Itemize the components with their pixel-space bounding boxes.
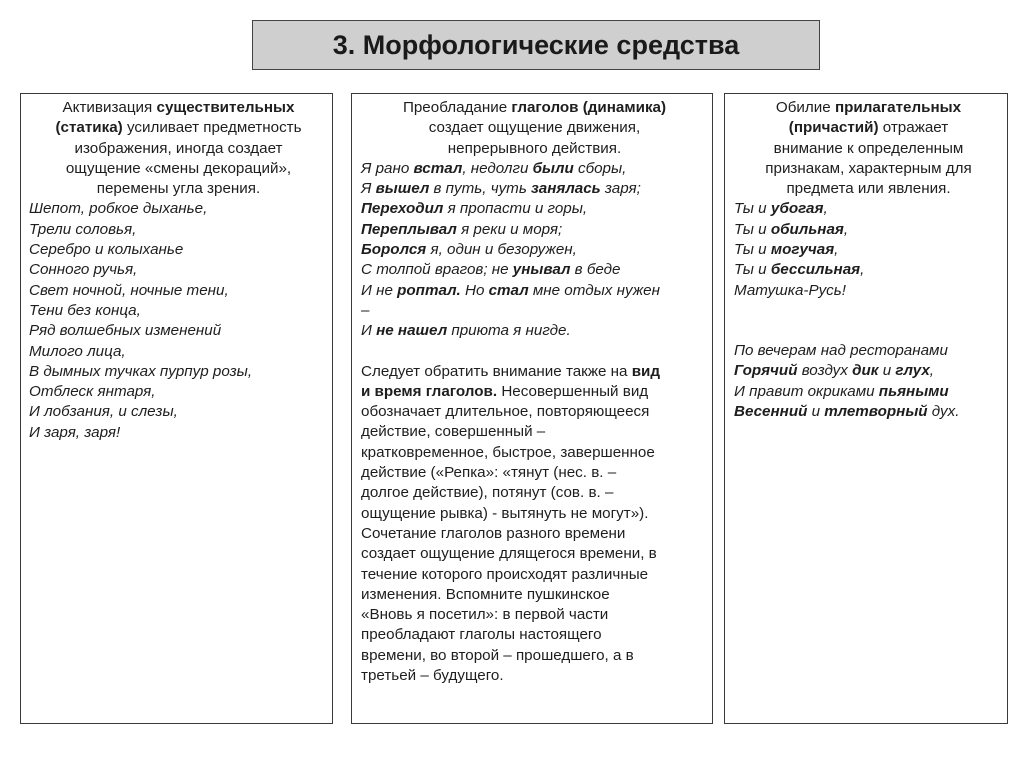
text-line [361,139,708,159]
emphasis-text: убогая [770,200,824,218]
text-line [29,382,328,402]
emphasis-text: стал [488,281,529,299]
text-run: сборы, [573,159,627,177]
text-line [361,281,708,301]
spacer [361,342,708,362]
text-line [361,402,708,422]
nouns-intro [29,98,328,199]
text-line [361,382,708,402]
adjectives-poem-2 [734,341,1003,422]
text-run: И правит окриками [734,382,879,400]
text-line [361,605,708,625]
text-run: непрерывного действия. [447,139,622,157]
text-run: , [860,261,865,279]
emphasis-text: встал [413,159,463,177]
text-line [734,199,1003,219]
text-line [361,625,708,645]
text-line [29,402,328,422]
text-run: ощущение «смены декораций», [65,159,292,177]
text-run: Я [361,180,376,198]
verbs-note [361,362,708,687]
nouns-poem [29,199,328,443]
text-line [734,402,1003,422]
emphasis-text: пьяными [878,382,949,400]
emphasis-text: и время глаголов. [361,382,498,400]
emphasis-text: Переплывал [361,220,457,238]
text-run: я реки и моря; [456,220,563,238]
text-run: Я рано [361,159,414,177]
text-run: , [823,200,828,218]
text-run: Ты и [734,220,771,238]
text-line [361,524,708,544]
text-run: Активизация [62,99,157,116]
text-line [361,565,708,585]
text-run: По вечерам над ресторанами [734,341,948,359]
text-run: течение которого происходят различные [361,565,649,583]
text-line [361,483,708,503]
text-line [734,341,1003,361]
text-run: мне отдых нужен [528,281,660,299]
emphasis-text: роптал. [397,281,461,299]
text-run: Ты и [734,241,771,259]
text-run: Тени без конца, [29,301,141,319]
emphasis-text: тлетворный [824,402,928,420]
text-run: заря; [600,180,641,198]
text-line [29,321,328,341]
emphasis-text: Весенний [734,402,808,420]
text-line [29,199,328,219]
emphasis-text: не нашел [376,322,448,340]
text-line [361,422,708,442]
adjectives-poem-1 [734,199,1003,300]
emphasis-text: обильная [770,220,844,238]
text-run: Преобладание [402,99,512,116]
emphasis-text: прилагательных [834,99,962,116]
verbs-poem [361,159,708,342]
adjectives-intro [734,98,1003,199]
text-run: времени, во второй – прошедшего, а в [361,646,634,664]
text-run: я пропасти и горы, [443,200,588,218]
text-line [29,179,328,199]
text-run: Отблеск янтаря, [29,383,156,401]
text-line [361,159,708,179]
text-line [361,646,708,666]
text-line [361,118,708,138]
text-line [361,260,708,280]
text-run: создает ощущение длящегося времени, в [361,545,657,563]
text-run: Ряд волшебных изменений [29,322,222,340]
text-run: – [361,301,370,319]
text-line [734,260,1003,280]
text-run: Свет ночной, ночные тени, [29,281,229,299]
text-run: И [361,322,377,340]
emphasis-text: Боролся [361,241,427,259]
emphasis-text: вид [631,362,661,380]
text-run: внимание к определенным [773,139,964,157]
text-run: изображения, иногда создает [74,139,283,157]
text-run: Обилие [775,99,835,116]
text-line [734,118,1003,138]
text-run: , [834,241,839,259]
text-run: третьей – будущего. [361,667,504,685]
text-run: обозначает длительное, повторяющееся [361,403,650,421]
text-line [361,504,708,524]
text-line [29,362,328,382]
text-line [734,139,1003,159]
text-run: «Вновь я посетил»: в первой части [361,606,609,624]
text-run: в путь, чуть [429,180,532,198]
text-line [29,423,328,443]
text-line [734,240,1003,260]
adjectives-panel [724,93,1008,724]
emphasis-text: занялась [531,180,601,198]
page-title: 3. Морфологические средства [252,20,820,70]
text-run: Несовершенный вид [497,382,649,400]
text-run: изменения. Вспомните пушкинское [361,585,610,603]
text-run: действие («Репка»: «тянут (нес. в. – [361,464,617,482]
verbs-intro [361,98,708,159]
text-line [734,179,1003,199]
text-line [29,159,328,179]
text-run: отражает [878,119,949,137]
text-line [734,281,1003,301]
text-run: Ты и [734,200,771,218]
text-line [361,301,708,321]
text-run: признакам, характерным для [765,159,972,177]
text-run: И не [361,281,398,299]
text-run: я, один и безоружен, [426,241,577,259]
text-run: усиливает предметность [122,119,302,137]
text-line [361,321,708,341]
text-line [734,220,1003,240]
emphasis-text: Горячий [734,362,798,380]
emphasis-text: Переходил [361,200,444,218]
text-line [734,382,1003,402]
emphasis-text: (причастий) [788,119,879,137]
text-run: приюта я нигде. [447,322,571,340]
text-line [734,361,1003,381]
text-run: Трели соловья, [29,220,137,238]
text-line [361,179,708,199]
spacer [734,301,1003,321]
emphasis-text: глух [895,362,930,380]
text-line [361,220,708,240]
emphasis-text: вышел [375,180,430,198]
text-run: Но [460,281,489,299]
text-line [734,98,1003,118]
emphasis-text: бессильная [770,261,861,279]
text-line [29,281,328,301]
emphasis-text: существительных [156,99,295,116]
text-line [29,260,328,280]
spacer [734,321,1003,341]
text-run: преобладают глаголы настоящего [361,626,602,644]
text-line [734,159,1003,179]
text-run: И заря, заря! [29,423,121,441]
nouns-panel [20,93,333,724]
text-run: В дымных тучках пурпур розы, [29,362,253,380]
text-run: и [807,402,825,420]
text-run: воздух [797,362,853,380]
text-run: , [843,220,849,238]
text-line [361,463,708,483]
verbs-panel [351,93,713,724]
emphasis-text: унывал [512,261,571,279]
text-line [29,220,328,240]
text-run: долгое действие), потянут (сов. в. – [361,484,614,502]
emphasis-text: могучая [770,241,835,259]
text-run: создает ощущение движения, [428,119,641,137]
text-run: , недолги [462,159,533,177]
emphasis-text: (статика) [55,119,123,137]
text-run: С толпой врагов; не [361,261,513,279]
text-run: кратковременное, быстрое, завершенное [361,443,655,461]
text-line [361,240,708,260]
text-run: Шепот, робкое дыханье, [29,200,208,218]
text-line [29,98,328,118]
text-line [29,342,328,362]
text-run: предмета или явления. [786,180,951,198]
text-run: Милого лица, [29,342,126,360]
text-line [361,98,708,118]
text-run: перемены угла зрения. [96,180,261,198]
text-run: действие, совершенный – [361,423,546,441]
text-run: дух. [927,402,960,420]
text-run: , [929,362,935,380]
emphasis-text: глаголов (динамика) [511,99,667,116]
text-run: И лобзания, и слезы, [29,403,178,421]
text-run: и [878,362,896,380]
text-line [29,139,328,159]
text-line [361,585,708,605]
text-line [361,666,708,686]
text-run: Следует обратить внимание также на [361,362,632,380]
text-run: Серебро и колыханье [29,241,184,259]
text-run: Ты и [734,261,771,279]
text-run: ощущение рывка) - вытянуть не могут»). [361,504,649,522]
text-line [29,301,328,321]
emphasis-text: дик [852,362,879,380]
text-line [361,199,708,219]
text-run: в беде [570,261,621,279]
text-line [29,240,328,260]
text-line [361,362,708,382]
text-line [29,118,328,138]
text-run: Сонного ручья, [29,261,138,279]
text-run: Матушка-Русь! [734,281,846,299]
text-line [361,544,708,564]
text-run: Сочетание глаголов разного времени [361,524,626,542]
emphasis-text: были [532,159,574,177]
text-line [361,443,708,463]
